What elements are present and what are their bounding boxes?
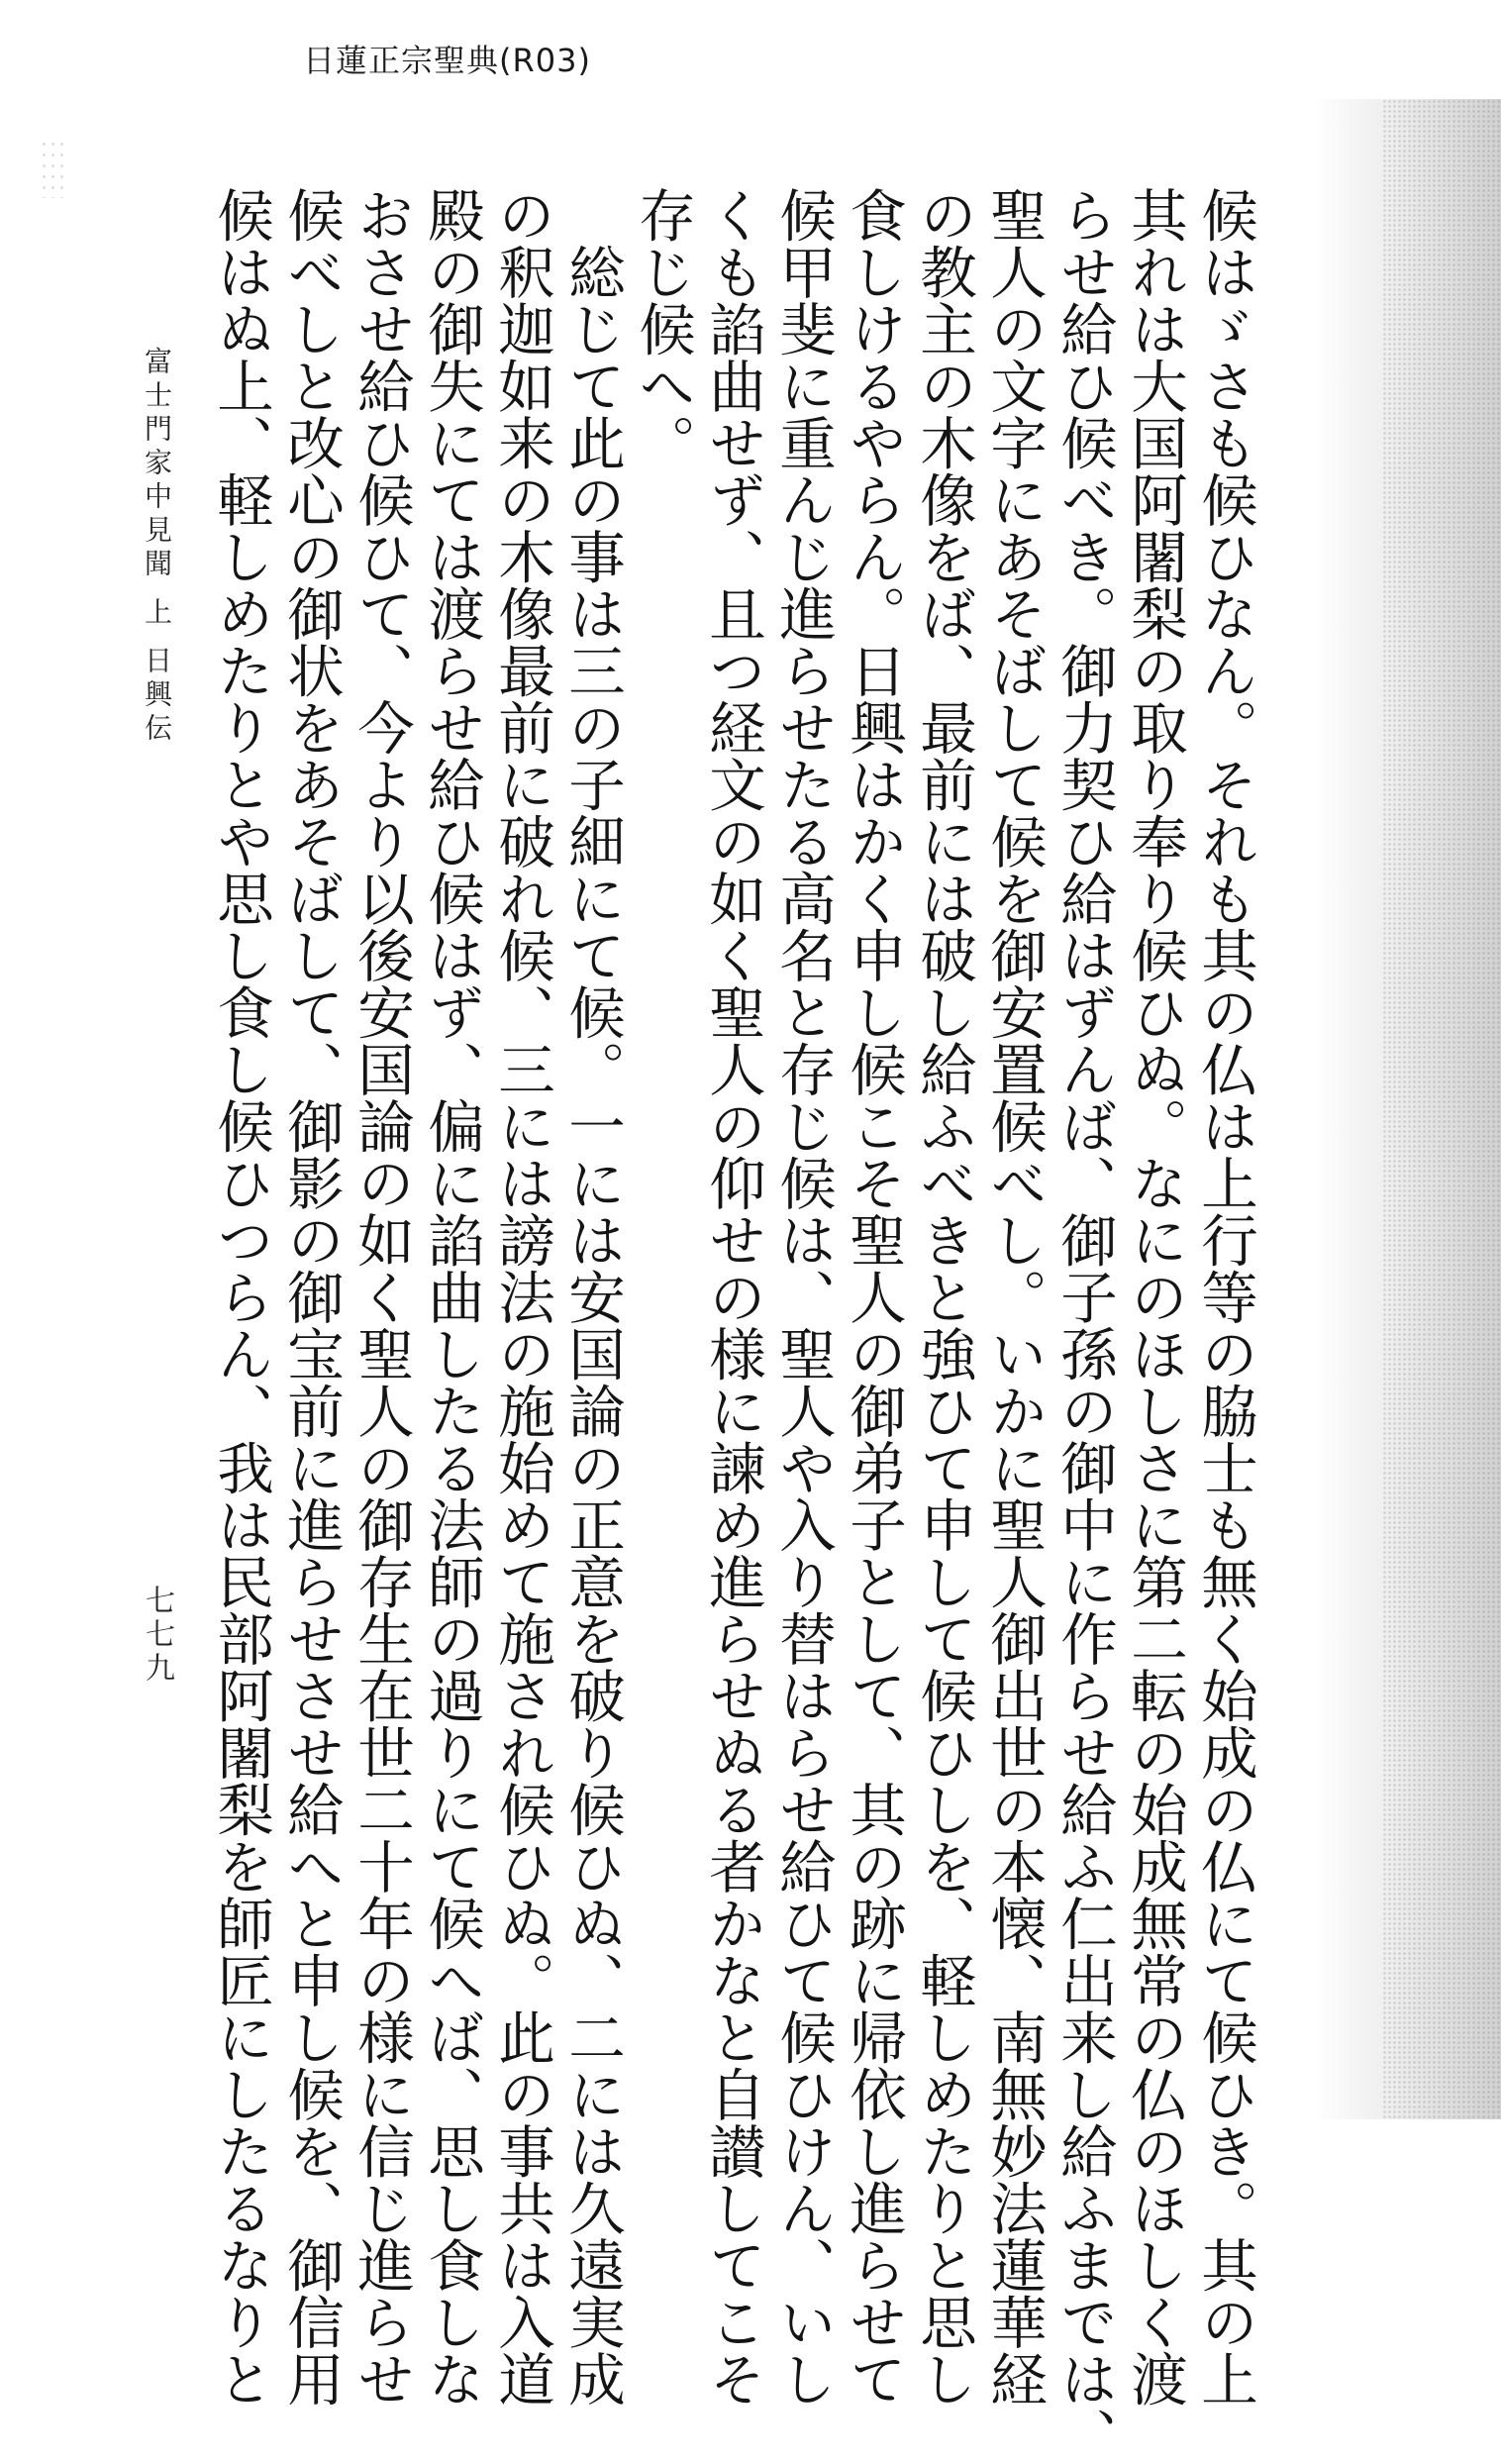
text-column: おさせ給ひ候ひて、今より以後安国論の如く聖人の御存生在世二十年の様に信じ進らせ — [349, 186, 415, 2408]
scan-noise-edge — [1382, 99, 1501, 2119]
text-column: らせ給ひ候べき。御力契ひ給はずんば、御子孫の御中に作らせ給ふ仁出来し給ふまでは、 — [1051, 186, 1118, 2464]
vertical-body-text — [206, 186, 1260, 2464]
text-column: 候はゞさも候ひなん。それも其の仏は上行等の脇士も無く始成の仏にて候ひき。其の上 — [1192, 186, 1258, 2408]
running-title: 富士門家中見聞 上 日興伝 — [141, 347, 173, 747]
page-header-title: 日蓮正宗聖典(R03) — [303, 42, 591, 79]
page-number: 七七九 — [140, 1585, 174, 1686]
text-column: 食しけるやらん。日興はかく申し候こそ聖人の御弟子として、其の跡に帰依し進らせて — [841, 186, 907, 2408]
text-column: 存じ候へ。 — [630, 186, 696, 471]
text-column: 候甲斐に重んじ進らせたる高名と存じ候は、聖人や入り替はらせ給ひて候ひけん、いし — [770, 186, 837, 2408]
scan-specks — [40, 139, 69, 198]
text-column: 候べしと改心の御状をあそばして、御影の御宝前に進らせさせ給へと申し候を、御信用 — [278, 186, 345, 2408]
text-column: 総じて此の事は三の子細にて候。一には安国論の正意を破り候ひぬ、二には久遠実成 — [559, 186, 626, 2408]
text-column: 其れは大国阿闍梨の取り奉り候ひぬ。なにのほしさに第二転の始成無常の仏のほしく渡 — [1122, 186, 1188, 2408]
text-column: の釈迦如来の木像最前に破れ候、三には謗法の施始めて施され候ひぬ。此の事共は入道 — [489, 186, 555, 2408]
text-column: 殿の御失にては渡らせ給ひ候はず、偏に諂曲したる法師の過りにて候へば、思し食しな — [419, 186, 485, 2408]
text-column: 候はぬ上、軽しめたりとや思し食し候ひつらん、我は民部阿闍梨を師匠にしたるなりと — [208, 186, 274, 2408]
text-column: 聖人の文字にあそばして候を御安置候べし。いかに聖人御出世の本懐、南無妙法蓮華経 — [981, 186, 1048, 2408]
text-column: の教主の木像をば、最前には破し給ふべきと強ひて申して候ひしを、軽しめたりと思し — [911, 186, 977, 2408]
text-column: くも諂曲せず、且つ経文の如く聖人の仰せの様に諫め進らせぬる者かなと自讃してこそ — [700, 186, 766, 2408]
